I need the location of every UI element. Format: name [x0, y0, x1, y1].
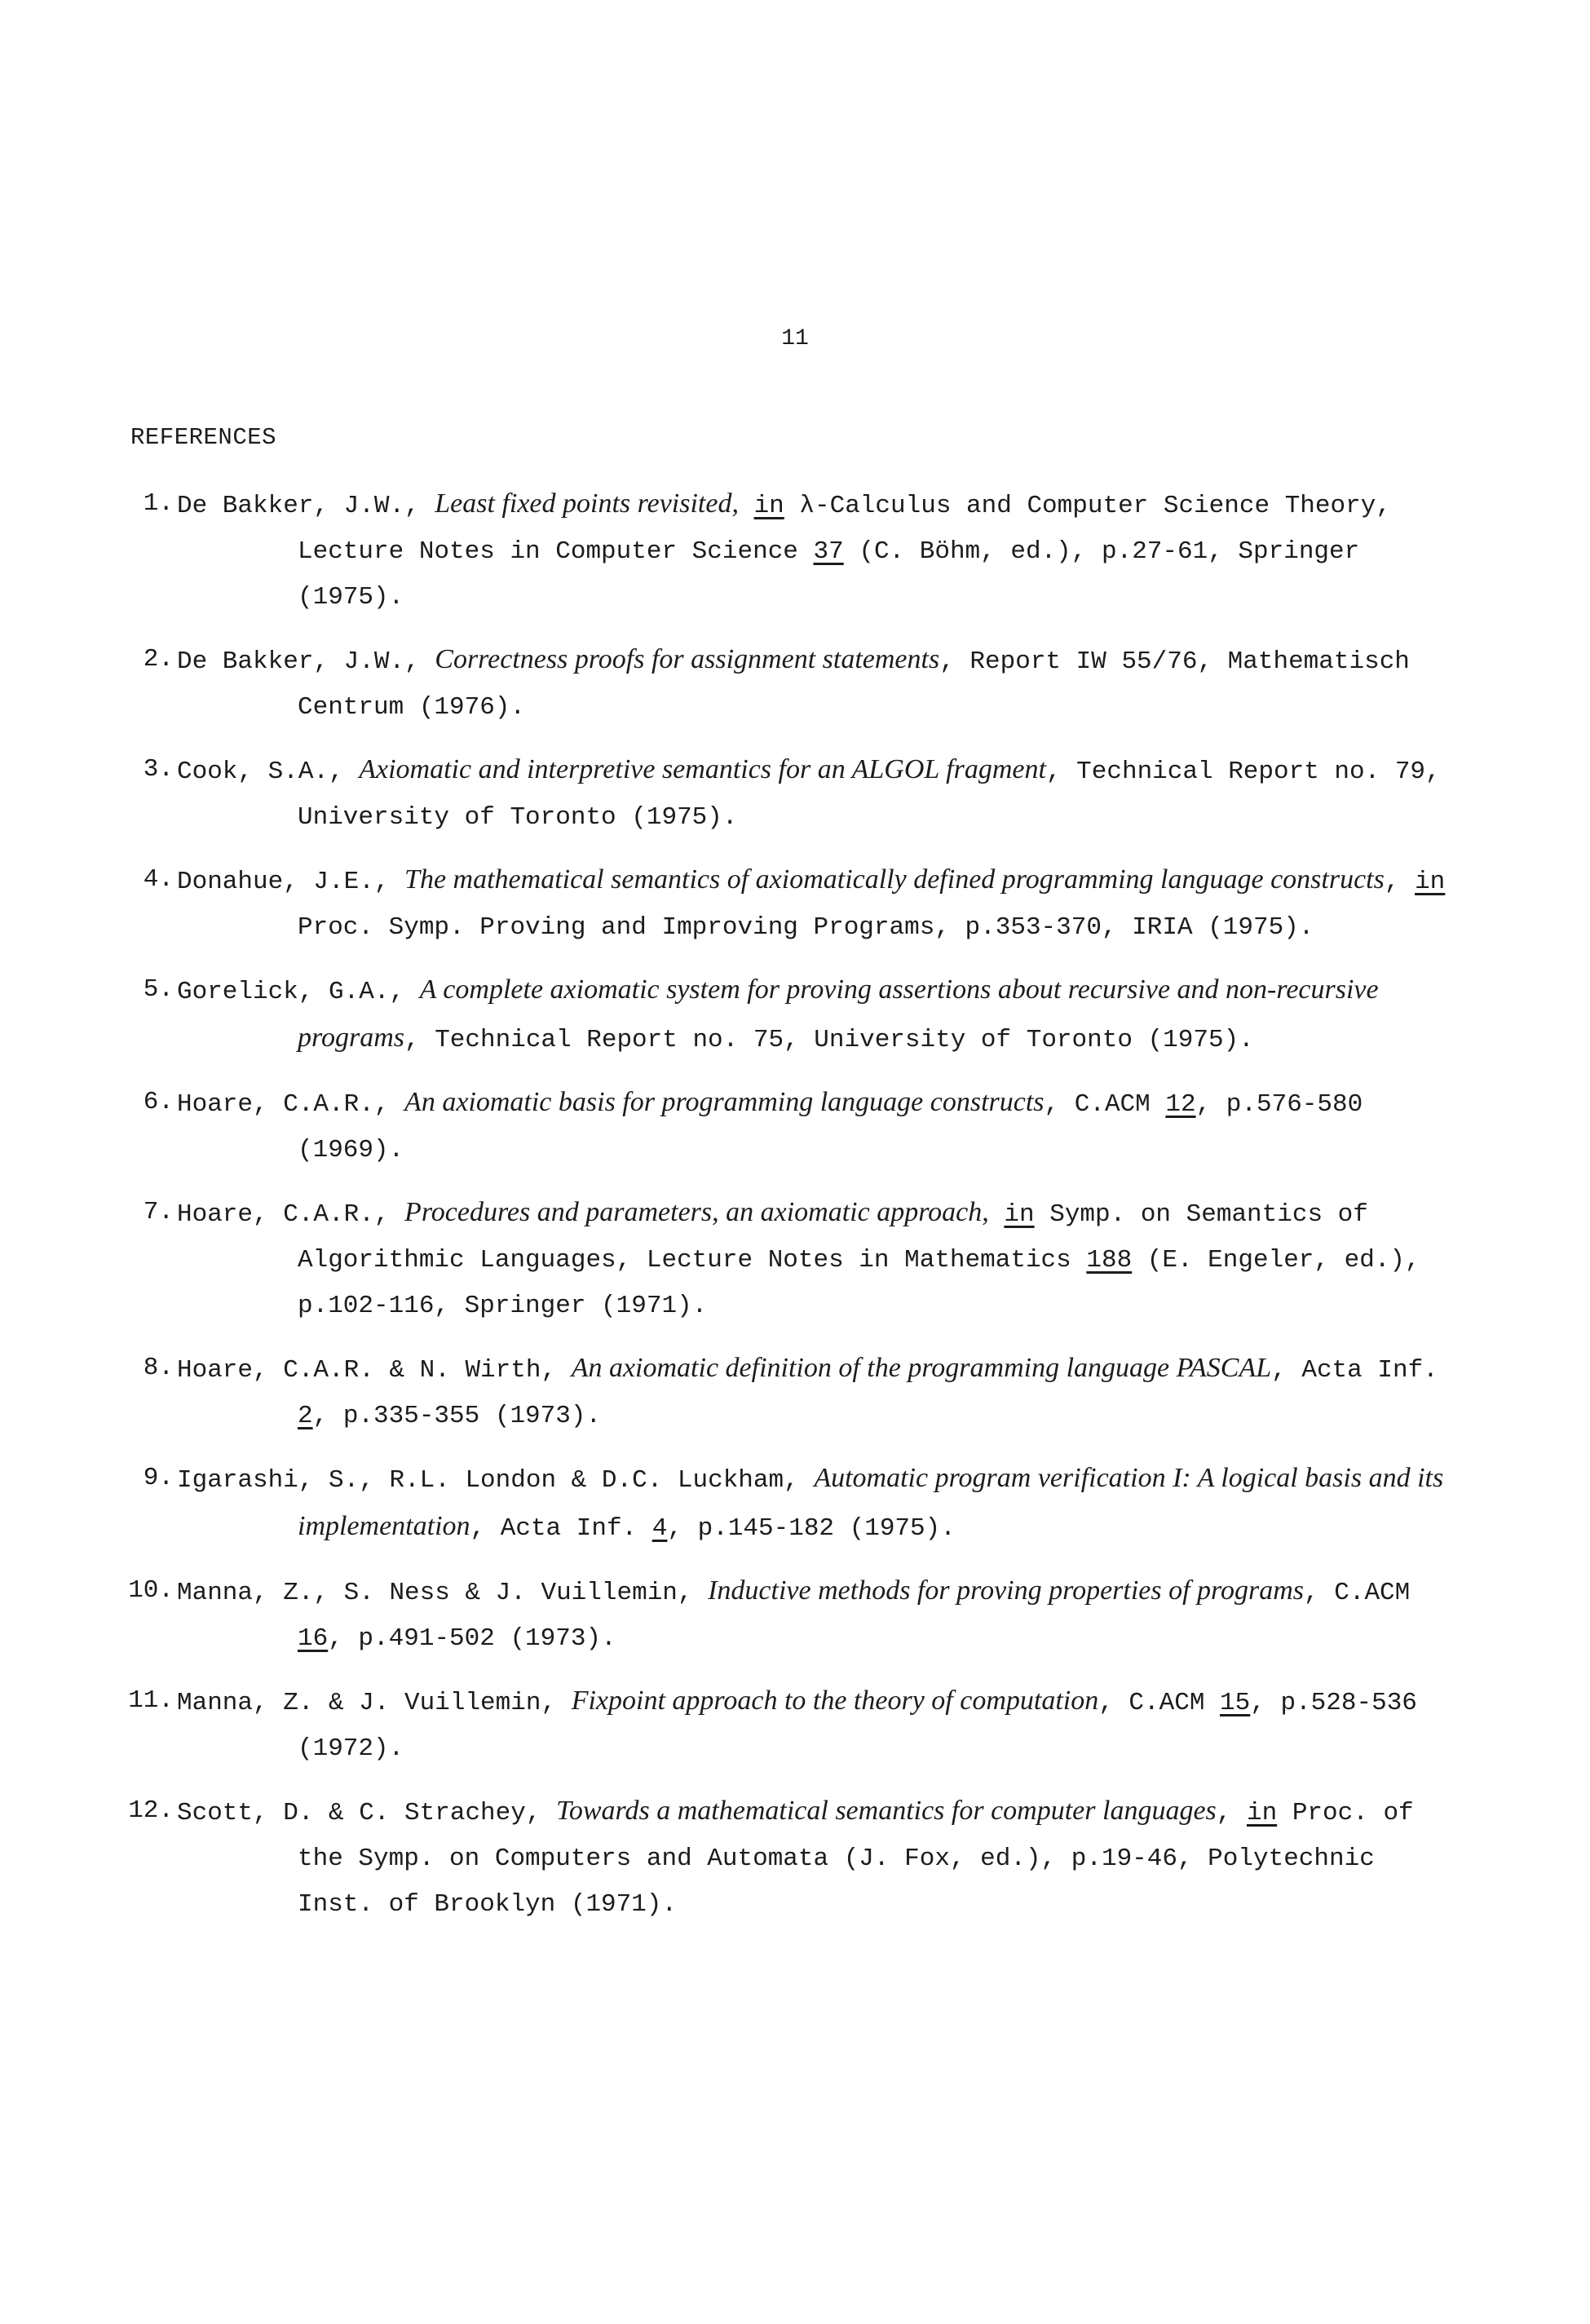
reference-text: , [1216, 1799, 1247, 1827]
reference-text: , p.576-580 (1969). [298, 1090, 1363, 1164]
reference-number: 3. [143, 755, 174, 784]
reference-10 [0, 1568, 1455, 1662]
reference-author: Manna, Z. & J. Vuillemin, [177, 1689, 572, 1717]
reference-text: , p.145-182 (1975). [667, 1514, 956, 1543]
reference-in: in [1415, 868, 1446, 896]
reference-number: 8. [143, 1354, 174, 1382]
reference-author: Scott, D. & C. Strachey, [177, 1799, 557, 1827]
page-number: 11 [781, 326, 809, 351]
reference-3 [0, 747, 1455, 841]
reference-text: , Acta Inf. [470, 1514, 652, 1543]
reference-list [0, 481, 1590, 1944]
reference-number: 6. [143, 1088, 174, 1116]
reference-9 [0, 1456, 1455, 1552]
reference-volume: 2 [298, 1402, 313, 1430]
reference-volume: 12 [1165, 1090, 1196, 1119]
reference-title: The mathematical semantics of axiomatically defined programming language constructs [404, 864, 1385, 895]
reference-text: Symp. on Semantics of Algorithmic Languages, Lecture Notes in Mathematics [298, 1200, 1368, 1275]
reference-title: An axiomatic basis for programming language constructs [404, 1087, 1045, 1117]
reference-in: in [753, 492, 784, 520]
reference-number: 4. [143, 865, 174, 894]
reference-number: 9. [143, 1464, 174, 1492]
reference-number: 11. [128, 1686, 174, 1715]
reference-text: , Technical Report no. 79, University of Toronto (1975). [298, 758, 1441, 832]
reference-volume: 15 [1220, 1689, 1251, 1717]
reference-number: 10. [128, 1576, 174, 1605]
reference-volume: 4 [651, 1514, 668, 1543]
reference-author: Igarashi, S., R.L. London & D.C. Luckham, [177, 1466, 815, 1495]
reference-text: (E. Engeler, ed.), p.102-116, Springer (1971). [298, 1246, 1420, 1320]
reference-text: Proc. of the Symp. on Computers and Automata (J. Fox, ed.), p.19-46, Polytechnic Inst. of Brooklyn (1971). [298, 1799, 1414, 1919]
reference-text: , C.ACM [1098, 1689, 1221, 1717]
reference-text: , p.491-502 (1973). [328, 1624, 616, 1653]
reference-title: Inductive methods for proving properties of programs [708, 1575, 1305, 1606]
reference-author: Hoare, C.A.R., [177, 1200, 405, 1229]
reference-title: Towards a mathematical semantics for computer languages [556, 1796, 1217, 1826]
reference-author: Cook, S.A., [177, 758, 360, 786]
reference-author: Hoare, C.A.R. & N. Wirth, [177, 1356, 572, 1385]
reference-5 [0, 967, 1455, 1063]
reference-text: , C.ACM [1044, 1090, 1166, 1119]
reference-volume: 188 [1086, 1246, 1133, 1275]
reference-title: An axiomatic definition of the programming language PASCAL [571, 1353, 1272, 1383]
reference-12 [0, 1788, 1455, 1928]
reference-author: Hoare, C.A.R., [177, 1090, 405, 1119]
reference-title: Fixpoint approach to the theory of computation [571, 1686, 1099, 1716]
reference-volume: 16 [298, 1624, 329, 1653]
reference-text: λ-Calculus and Computer Science Theory, Lecture Notes in Computer Science [298, 492, 1391, 566]
reference-1 [0, 481, 1455, 621]
reference-author: Donahue, J.E., [177, 868, 405, 896]
reference-author: Manna, Z., S. Ness & J. Vuillemin, [177, 1579, 709, 1607]
reference-volume: 37 [813, 537, 844, 566]
reference-number: 1. [143, 489, 174, 518]
reference-text [989, 1200, 1005, 1229]
reference-text: , p.335-355 (1973). [312, 1402, 602, 1430]
reference-8 [0, 1345, 1455, 1439]
reference-title: Automatic program verification I: A logical basis and its implementation [298, 1463, 1444, 1541]
reference-11 [0, 1678, 1455, 1772]
reference-author: De Bakker, J.W., [177, 492, 435, 520]
reference-2 [0, 637, 1455, 731]
reference-text: Proc. Symp. Proving and Improving Programs, p.353-370, IRIA (1975). [298, 913, 1314, 942]
reference-text: , Report IW 55/76, Mathematisch Centrum (1976). [298, 647, 1410, 722]
reference-title: Least fixed points revisited, [435, 488, 739, 519]
reference-author: Gorelick, G.A., [177, 978, 420, 1006]
reference-title: A complete axiomatic system for proving assertions about recursive and non-recursive programs [298, 974, 1379, 1053]
reference-number: 7. [143, 1198, 174, 1226]
reference-text [739, 492, 754, 520]
reference-title: Procedures and parameters, an axiomatic approach, [404, 1197, 989, 1227]
reference-text: , [1384, 868, 1416, 896]
reference-text: (C. Böhm, ed.), p.27-61, Springer (1975). [298, 537, 1360, 612]
reference-number: 2. [143, 645, 174, 674]
reference-4 [0, 857, 1455, 951]
reference-text: , Technical Report no. 75, University of Toronto (1975). [404, 1026, 1254, 1054]
reference-title: Correctness proofs for assignment statements [435, 644, 940, 674]
reference-title: Axiomatic and interpretive semantics for an ALGOL fragment [359, 754, 1046, 784]
reference-number: 5. [143, 975, 174, 1004]
reference-number: 12. [128, 1796, 174, 1825]
reference-author: De Bakker, J.W., [177, 647, 435, 676]
reference-7 [0, 1190, 1455, 1329]
reference-text: , Acta Inf. [1271, 1356, 1438, 1385]
reference-in: in [1247, 1799, 1278, 1827]
reference-in: in [1004, 1200, 1035, 1229]
reference-text: , p.528-536 (1972). [298, 1689, 1417, 1763]
reference-text: , C.ACM [1304, 1579, 1411, 1607]
references-heading: REFERENCES [130, 424, 277, 451]
reference-6 [0, 1080, 1455, 1173]
